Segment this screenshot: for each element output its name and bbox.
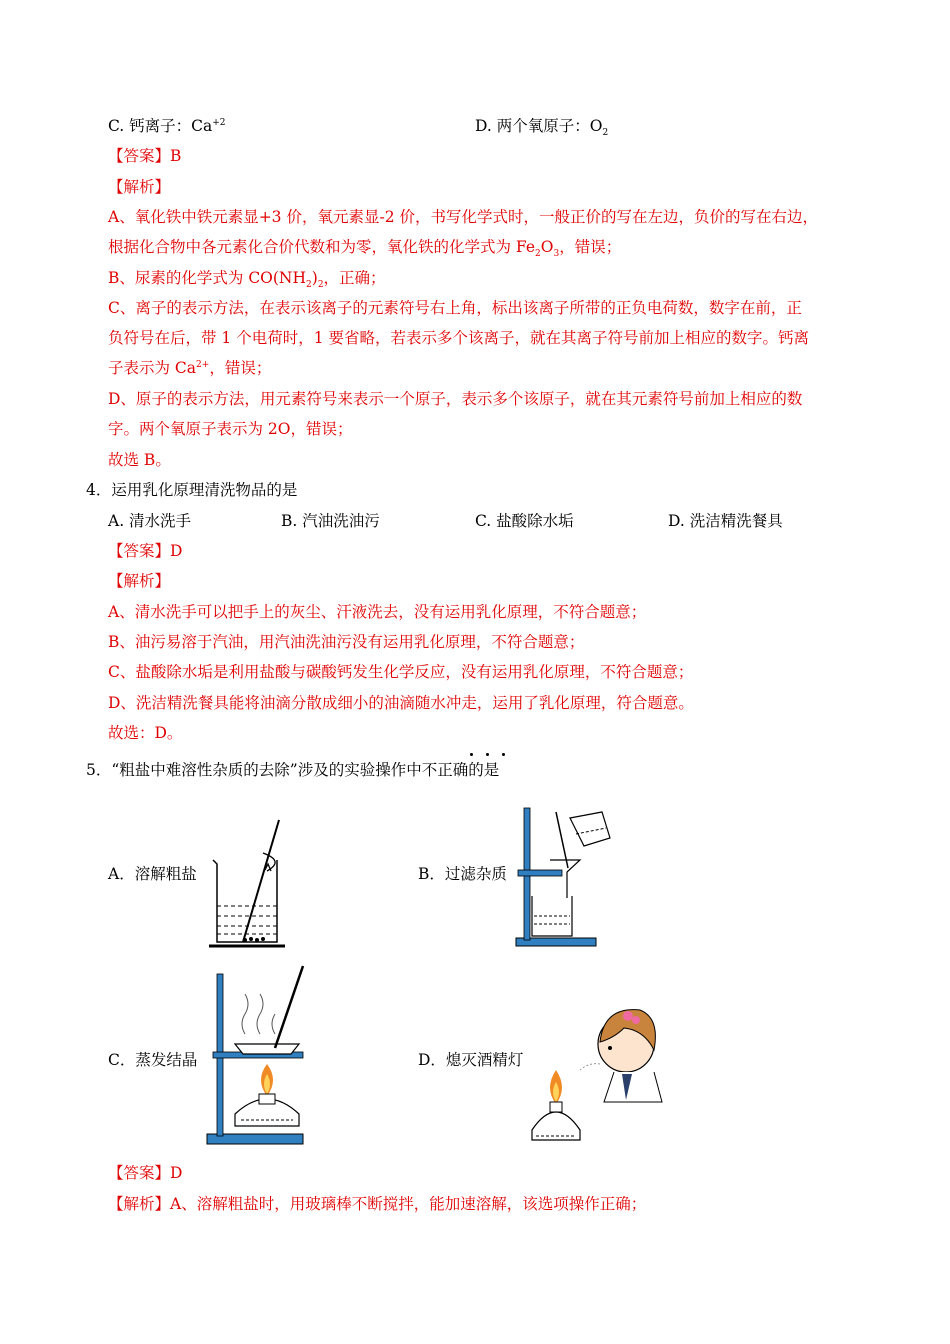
q4-conclusion: 故选：D。 bbox=[108, 724, 183, 742]
q3-analysis-a2: 根据化合物中各元素化合价代数和为零，氧化铁的化学式为 $Fe_2O_3$，错误； bbox=[108, 238, 622, 260]
q4-stem: 4．运用乳化原理清洗物品的是 bbox=[86, 481, 298, 499]
q3-conclusion: 故选 B。 bbox=[108, 451, 171, 469]
q5-option-d: D．熄灭酒精灯 bbox=[418, 1051, 524, 1069]
q5-option-b: B．过滤杂质 bbox=[418, 865, 507, 883]
q4-analysis-d: D、洗洁精洗餐具能将油滴分散成细小的油滴随水冲走，运用了乳化原理，符合题意。 bbox=[108, 694, 694, 712]
q5-analysis bbox=[108, 1194, 646, 1214]
q3-analysis-c2: 负符号在后，带 1 个电荷时，1 要省略，若表示多个该离子，就在其离子符号前加上相应的数字。钙离 bbox=[108, 329, 810, 347]
q3-answer-text: 【答案】B bbox=[108, 147, 182, 165]
q3-analysis-d2: 字。两个氧原子表示为 2O，错误； bbox=[108, 420, 353, 438]
emphasis-dot bbox=[486, 753, 489, 756]
q4-analysis-c: C、盐酸除水垢是利用盐酸与碳酸钙发生化学反应，没有运用乳化原理，不符合题意； bbox=[108, 663, 694, 681]
q4-analysis-a: A、清水洗手可以把手上的灰尘、汗液洗去，没有运用乳化原理，不符合题意； bbox=[108, 603, 647, 621]
q3-option-d: D. 两个氧原子：$O_2$ bbox=[475, 117, 609, 139]
q5-stem: 5．“粗盐中难溶性杂质的去除”涉及的实验操作中不正确的是 bbox=[86, 761, 500, 779]
q3-analysis-c1: C、离子的表示方法，在表示该离子的元素符号右上角，标出该离子所带的正负电荷数，数字在前，正 bbox=[108, 299, 802, 317]
q3-option-c: C. 钙离子：$Ca^{+2}$ bbox=[108, 117, 226, 135]
q4-option-a: A. 清水洗手 bbox=[108, 512, 192, 530]
q4-option-b: B. 汽油洗油污 bbox=[281, 512, 380, 530]
q3-analysis-a1: A、氧化铁中铁元素显+3 价，氧元素显-2 价，书写化学式时，一般正价的写在左边，负价的写在右边， bbox=[108, 208, 818, 226]
q3-analysis-title: 【解析】 bbox=[108, 178, 171, 196]
filtration-figure bbox=[512, 808, 617, 950]
blow-out-lamp-figure bbox=[528, 1002, 668, 1148]
q4-answer: 【答案】D bbox=[108, 542, 183, 560]
q3-analysis-d1: D、原子的表示方法，用元素符号来表示一个原子，表示多个该原子，就在其元素符号前加上相应的数 bbox=[108, 390, 803, 408]
q4-option-d: D. 洗洁精洗餐具 bbox=[668, 512, 783, 530]
q5-option-c: C．蒸发结晶 bbox=[108, 1051, 198, 1069]
q3-analysis-b: B、尿素的化学式为 $CO(NH_2)_2$，正确； bbox=[108, 269, 386, 291]
evaporation-figure bbox=[205, 964, 310, 1146]
q4-analysis-title: 【解析】 bbox=[108, 572, 171, 590]
q5-analysis-title: 【解析】 bbox=[108, 1195, 171, 1213]
q5-option-a: A．溶解粗盐 bbox=[108, 865, 197, 883]
q3-analysis-c3: 子表示为 $Ca^{2+}$，错误； bbox=[108, 359, 272, 377]
q5-answer: 【答案】D bbox=[108, 1164, 183, 1182]
q3-answer bbox=[108, 146, 181, 166]
emphasis-dot bbox=[470, 753, 473, 756]
q5-analysis-a: A、溶解粗盐时，用玻璃棒不断搅拌，能加速溶解，该选项操作正确； bbox=[170, 1195, 647, 1213]
q4-analysis-b: B、油污易溶于汽油，用汽油洗油污没有运用乳化原理，不符合题意； bbox=[108, 633, 585, 651]
q4-option-c: C. 盐酸除水垢 bbox=[475, 512, 574, 530]
dissolve-beaker-figure bbox=[205, 818, 295, 950]
emphasis-dot bbox=[502, 753, 505, 756]
